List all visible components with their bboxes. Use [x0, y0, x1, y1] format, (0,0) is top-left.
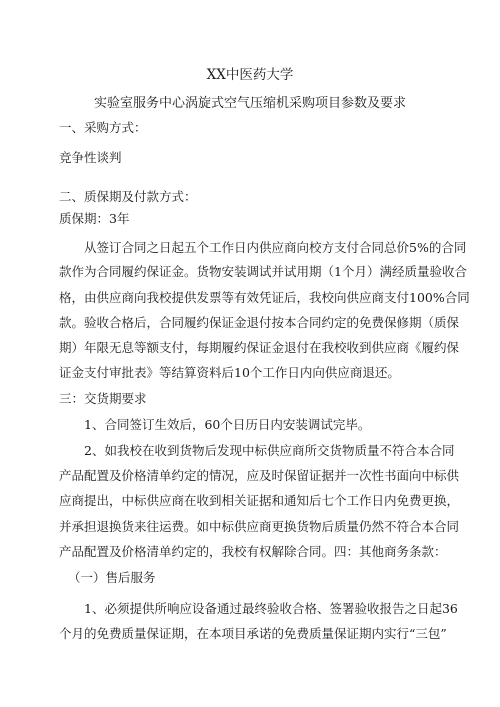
- delivery-item-2-line: 产品配置及价格清单约定的情况，应及时保留证据并一次性书面向中标供: [59, 468, 460, 483]
- delivery-item-2-line: 并承担退换货来往运费。如中标供应商更换货物后质量仍然不符合本合同: [59, 519, 460, 534]
- after-sales-line: 1、必须提供所响应设备通过最终验收合格、签署验收报告之日起36: [84, 601, 458, 616]
- document-title: XX中医药大学: [206, 67, 294, 83]
- section3-heading: 三：交货期要求: [59, 391, 147, 406]
- after-sales-line: 个月的免费质量保证期，在本项目承诺的免费质量保证期内实行“三包”: [59, 626, 447, 641]
- payment-line: 证金支付审批表》等结算资料后10个工作日内向供应商退还。: [59, 365, 400, 380]
- delivery-item-1: 1、合同签订生效后，60个日历日内安装调试完毕。: [84, 417, 371, 432]
- payment-line: 从签订合同之日起五个工作日内供应商向校方支付合同总价5%的合同: [84, 240, 467, 255]
- payment-line: 期）年限无息等额支付，每期履约保证金退付在我校收到供应商《履约保: [59, 340, 460, 355]
- section2-heading: 二、质保期及付款方式：: [59, 189, 197, 204]
- delivery-item-2-line: 2、如我校在收到货物后发现中标供应商所交货物质量不符合本合同: [84, 443, 455, 458]
- payment-line: 款。验收合格后，合同履约保证金退付按本合同约定的免费保修期（质保: [59, 315, 460, 330]
- section1-heading: 一、采购方式：: [59, 120, 147, 135]
- document-subtitle: 实验室服务中心涡旋式空气压缩机采购项目参数及要求: [93, 96, 406, 111]
- payment-line: 款作为合同履约保证金。货物安装调试并试用期（1个月）满经质量验收合: [59, 264, 467, 279]
- section4-subheading: （一）售后服务: [68, 570, 156, 585]
- payment-line: 格，由供应商向我校提供发票等有效凭证后，我校向供应商支付100%合同: [59, 290, 470, 305]
- section1-body: 竞争性谈判: [59, 150, 122, 165]
- delivery-item-2-line: 产品配置及价格清单约定的，我校有权解除合同。四：其他商务条款：: [59, 544, 447, 559]
- delivery-item-2-line: 应商提出，中标供应商在收到相关证据和通知后七个工作日内免费更换，: [59, 493, 460, 508]
- warranty-line: 质保期：3年: [59, 211, 130, 226]
